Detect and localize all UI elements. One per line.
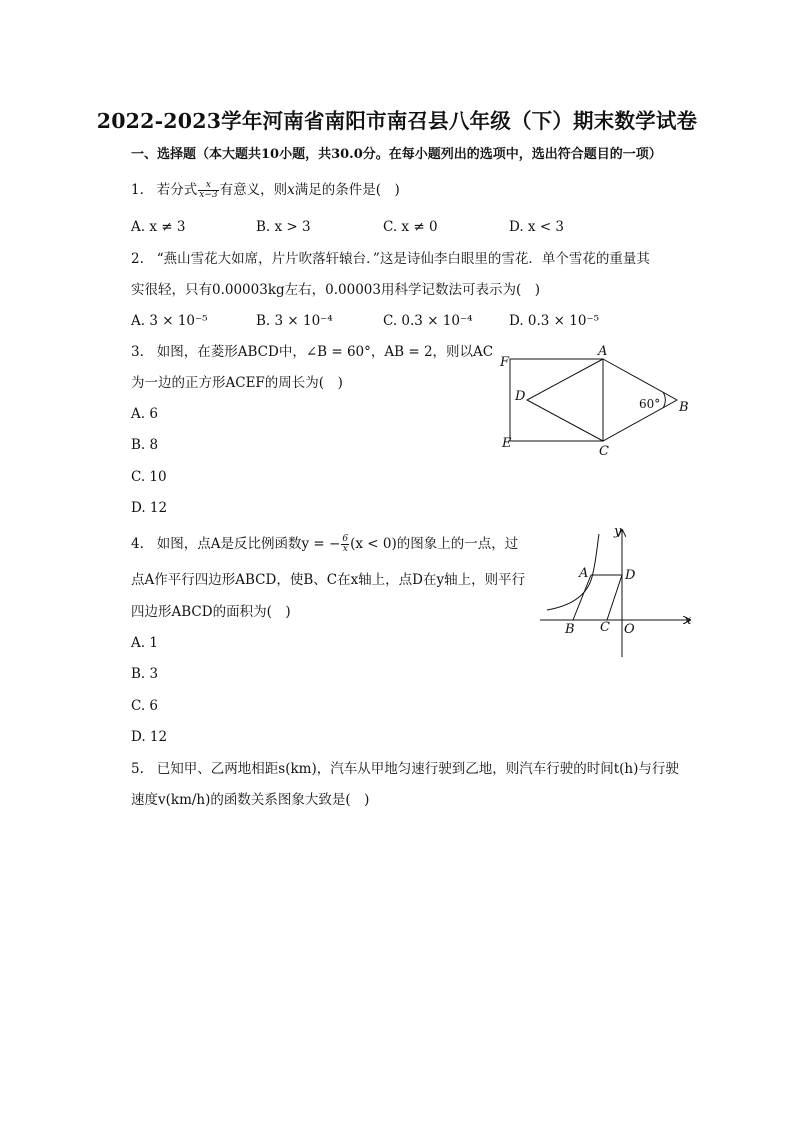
option-b[interactable]: B. 3 <box>131 666 159 682</box>
question-number: 4. <box>131 536 144 552</box>
question-text: 为一边的正方形ACEF的周长为( ) <box>131 375 343 391</box>
question-text: 四边形ABCD的面积为( ) <box>131 604 291 620</box>
label-o: O <box>624 622 635 637</box>
angle-arc <box>663 392 665 408</box>
question-1 <box>131 181 400 200</box>
question-text: “燕山雪花大如席，片片吹落轩辕台．”这是诗仙李白眼里的雪花．单个雪花的重量其 <box>156 251 650 267</box>
math-var: x <box>287 182 295 198</box>
label-y: y <box>614 524 622 539</box>
label-a: A <box>579 566 589 581</box>
page-title: 2022-2023学年河南省南阳市南召县八年级（下）期末数学试卷 <box>96 109 698 133</box>
section-heading: 一、选择题（本大题共10小题，共30.0分。在每小题列出的选项中，选出符合题目的一项） <box>131 147 662 162</box>
question-text: 如图，点A是反比例函数y = − <box>156 536 341 552</box>
option-a[interactable]: A. 6 <box>131 406 158 422</box>
question-text: 点A作平行四边形ABCD，使B、C在x轴上，点D在y轴上，则平行 <box>131 572 526 588</box>
question-5 <box>131 760 679 778</box>
question-number: 5. <box>131 761 144 777</box>
label-b: B <box>565 622 575 637</box>
question-number: 3. <box>131 344 144 360</box>
option-c[interactable]: C. 6 <box>131 698 159 714</box>
label-c: C <box>599 444 609 459</box>
option-c[interactable]: C. x ≠ 0 <box>383 219 438 235</box>
question-4 <box>131 535 518 554</box>
question-text: 满足的条件是( ) <box>294 182 400 198</box>
label-e: E <box>502 436 512 451</box>
label-a: A <box>598 344 608 359</box>
question-text: 实很轻，只有0.00003kg左右，0.00003用科学记数法可表示为( ) <box>131 282 541 298</box>
label-c: C <box>600 620 610 635</box>
angle-label: 60° <box>639 397 661 411</box>
option-d[interactable]: D. 0.3 × 10⁻⁵ <box>509 313 600 329</box>
label-x: x <box>684 613 692 628</box>
option-a[interactable]: A. 3 × 10⁻⁵ <box>131 313 208 329</box>
label-d: D <box>625 568 636 583</box>
hyperbola-parallelogram-figure <box>535 522 700 662</box>
option-b[interactable]: B. 8 <box>131 437 159 453</box>
option-c[interactable]: C. 10 <box>131 469 167 485</box>
option-d[interactable]: D. 12 <box>131 500 168 516</box>
fraction: $\frac{6}{x}$ <box>342 534 349 554</box>
question-text: 如图，在菱形ABCD中，∠B = 60°，AB = 2，则以AC <box>156 344 494 360</box>
question-text: (x < 0)的图象上的一点，过 <box>350 536 519 552</box>
hyperbola-curve <box>547 534 599 610</box>
question-3 <box>131 343 493 361</box>
label-f: F <box>500 355 510 370</box>
question-number: 1. <box>131 182 144 198</box>
option-d[interactable]: D. x < 3 <box>509 219 565 235</box>
label-d: D <box>515 389 526 404</box>
label-b: B <box>679 400 689 415</box>
question-2 <box>131 250 650 268</box>
option-a[interactable]: A. x ≠ 3 <box>131 219 186 235</box>
option-d[interactable]: D. 12 <box>131 729 168 745</box>
question-text: 若分式 <box>156 182 198 198</box>
question-text: 有意义，则 <box>219 182 288 198</box>
question-number: 2. <box>131 251 144 267</box>
parallelogram-abcd <box>573 575 622 620</box>
question-text: 速度v(km/h)的函数关系图象大致是( ) <box>131 792 370 808</box>
option-b[interactable]: B. 3 × 10⁻⁴ <box>256 313 333 329</box>
option-a[interactable]: A. 1 <box>131 635 158 651</box>
question-text: 已知甲、乙两地相距s(km)，汽车从甲地匀速行驶到乙地，则汽车行驶的时间t(h)与行驶 <box>156 761 679 777</box>
fraction: $\frac{x}{x-3}$ <box>199 180 218 200</box>
rhombus-square-figure <box>495 340 700 465</box>
option-b[interactable]: B. x > 3 <box>256 219 311 235</box>
option-c[interactable]: C. 0.3 × 10⁻⁴ <box>383 313 473 329</box>
